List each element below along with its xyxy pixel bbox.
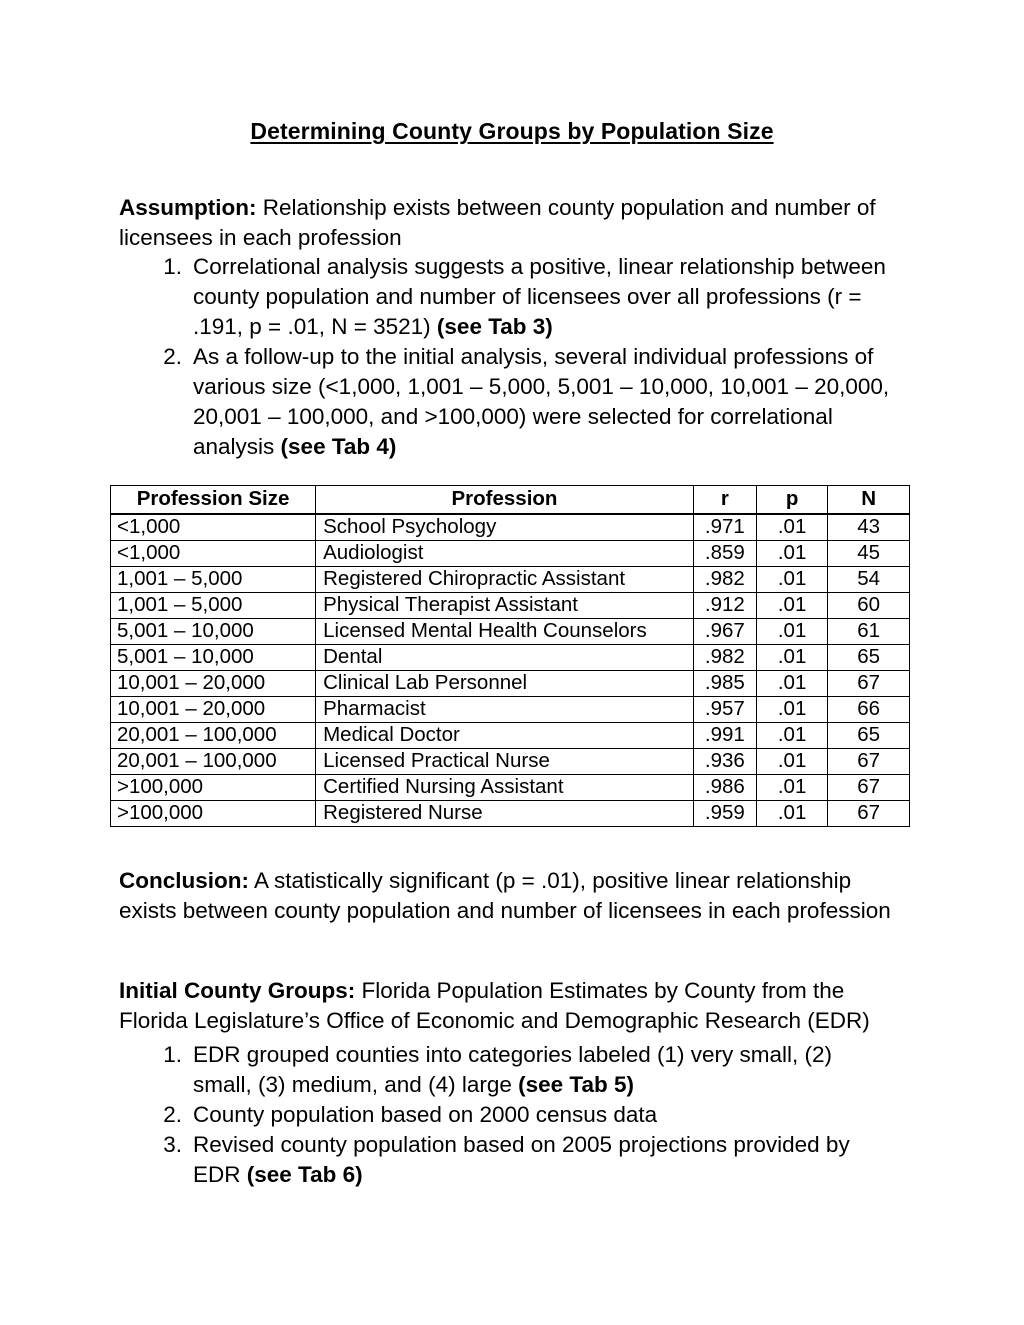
list-item-emphasis: (see Tab 4) <box>280 434 397 459</box>
cell-profession: Pharmacist <box>316 697 694 723</box>
table-row <box>111 671 910 697</box>
cell-p: .01 <box>756 671 827 697</box>
table-body <box>111 514 910 827</box>
cell-n: 67 <box>828 749 910 775</box>
initial-county-groups-label: Initial County Groups: <box>119 977 356 1003</box>
list-item-emphasis: (see Tab 3) <box>436 314 553 339</box>
list-item <box>152 1100 892 1130</box>
list-item-number: 2. <box>163 344 182 369</box>
cell-n: 45 <box>828 541 910 567</box>
column-header-profession-size: Profession Size <box>111 486 316 515</box>
cell-p: .01 <box>756 801 827 827</box>
cell-p: .01 <box>756 723 827 749</box>
cell-profession-size: >100,000 <box>111 775 316 801</box>
edr-list <box>152 1040 892 1190</box>
cell-profession: Physical Therapist Assistant <box>316 593 694 619</box>
list-item-text <box>193 342 912 462</box>
cell-r: .982 <box>693 645 756 671</box>
table-row <box>111 775 910 801</box>
cell-r: .971 <box>693 514 756 541</box>
column-header-p: p <box>756 486 827 515</box>
cell-profession-size: >100,000 <box>111 801 316 827</box>
cell-r: .936 <box>693 749 756 775</box>
cell-r: .959 <box>693 801 756 827</box>
list-item-emphasis: (see Tab 5) <box>518 1072 634 1097</box>
table-row <box>111 749 910 775</box>
cell-n: 65 <box>828 645 910 671</box>
table-row <box>111 593 910 619</box>
profession-correlation-table <box>110 485 910 827</box>
list-item-text <box>193 252 912 342</box>
list-item-number: 1. <box>163 254 182 279</box>
list-item <box>152 1040 892 1100</box>
cell-profession: Registered Nurse <box>316 801 694 827</box>
cell-p: .01 <box>756 645 827 671</box>
cell-n: 54 <box>828 567 910 593</box>
cell-p: .01 <box>756 593 827 619</box>
cell-profession: Audiologist <box>316 541 694 567</box>
cell-r: .991 <box>693 723 756 749</box>
page-title <box>0 118 1024 145</box>
cell-profession-size: 1,001 – 5,000 <box>111 593 316 619</box>
table-row <box>111 697 910 723</box>
cell-n: 67 <box>828 671 910 697</box>
column-header-n: N <box>828 486 910 515</box>
initial-county-groups-paragraph <box>119 976 891 1036</box>
cell-n: 67 <box>828 801 910 827</box>
cell-p: .01 <box>756 567 827 593</box>
cell-n: 66 <box>828 697 910 723</box>
cell-r: .986 <box>693 775 756 801</box>
cell-n: 43 <box>828 514 910 541</box>
cell-profession: Dental <box>316 645 694 671</box>
assumption-paragraph <box>119 193 891 253</box>
cell-profession: Licensed Practical Nurse <box>316 749 694 775</box>
initial-county-groups-text: Florida Population Estimates by County from the Florida Legislature’s Office of Economic and Demographic Research (EDR) <box>119 977 870 1033</box>
cell-n: 60 <box>828 593 910 619</box>
cell-profession: Clinical Lab Personnel <box>316 671 694 697</box>
list-item <box>152 252 912 342</box>
cell-profession-size: 10,001 – 20,000 <box>111 697 316 723</box>
table-row <box>111 645 910 671</box>
page-title-text: Determining County Groups by Population Size <box>250 118 774 144</box>
cell-n: 67 <box>828 775 910 801</box>
list-item-text <box>193 1100 892 1130</box>
cell-profession-size: 5,001 – 10,000 <box>111 619 316 645</box>
assumption-text: Relationship exists between county population and number of licensees in each profession <box>119 194 876 250</box>
cell-r: .912 <box>693 593 756 619</box>
list-item <box>152 342 912 462</box>
table-header-row <box>111 486 910 515</box>
cell-p: .01 <box>756 619 827 645</box>
list-item-body: EDR grouped counties into categories labeled (1) very small, (2) small, (3) medium, and (4) large <box>193 1042 833 1097</box>
cell-profession-size: 20,001 – 100,000 <box>111 723 316 749</box>
cell-r: .985 <box>693 671 756 697</box>
list-item-body: As a follow-up to the initial analysis, several individual professions of various size (<1,000, 1,001 – 5,000, 5,001 – 10,000, 10,001 – 20,000, 20,001 – 100,000, and >100,000) were selected for correlational analysis <box>193 344 890 459</box>
cell-profession: Licensed Mental Health Counselors <box>316 619 694 645</box>
cell-p: .01 <box>756 749 827 775</box>
column-header-r: r <box>693 486 756 515</box>
list-item-number: 2. <box>163 1102 182 1127</box>
conclusion-label: Conclusion: <box>119 867 249 893</box>
column-header-profession: Profession <box>316 486 694 515</box>
cell-n: 61 <box>828 619 910 645</box>
assumption-label: Assumption: <box>119 194 257 220</box>
cell-p: .01 <box>756 775 827 801</box>
conclusion-paragraph <box>119 866 891 926</box>
cell-profession-size: <1,000 <box>111 541 316 567</box>
table-header <box>111 486 910 515</box>
cell-r: .957 <box>693 697 756 723</box>
table-row <box>111 514 910 541</box>
table-row <box>111 801 910 827</box>
list-item-body: Correlational analysis suggests a positive, linear relationship between county population and number of licensees over all professions (r = .191, p = .01, N = 3521) <box>193 254 886 339</box>
cell-r: .967 <box>693 619 756 645</box>
list-item-emphasis: (see Tab 6) <box>246 1162 363 1187</box>
table-row <box>111 567 910 593</box>
cell-n: 65 <box>828 723 910 749</box>
cell-profession: Registered Chiropractic Assistant <box>316 567 694 593</box>
list-item-text <box>193 1040 892 1100</box>
list-item-text <box>193 1130 892 1190</box>
cell-r: .859 <box>693 541 756 567</box>
list-item-number: 3. <box>163 1132 182 1157</box>
table-row <box>111 541 910 567</box>
cell-profession: Medical Doctor <box>316 723 694 749</box>
cell-p: .01 <box>756 541 827 567</box>
cell-profession-size: 10,001 – 20,000 <box>111 671 316 697</box>
analysis-list <box>152 252 912 462</box>
list-item-body: County population based on 2000 census data <box>193 1102 658 1127</box>
cell-profession: School Psychology <box>316 514 694 541</box>
table-row <box>111 723 910 749</box>
cell-profession-size: <1,000 <box>111 514 316 541</box>
cell-profession-size: 1,001 – 5,000 <box>111 567 316 593</box>
list-item <box>152 1130 892 1190</box>
cell-r: .982 <box>693 567 756 593</box>
list-item-body: Revised county population based on 2005 projections provided by EDR <box>193 1132 850 1187</box>
cell-p: .01 <box>756 514 827 541</box>
list-item-number: 1. <box>163 1042 182 1067</box>
table-row <box>111 619 910 645</box>
cell-profession-size: 5,001 – 10,000 <box>111 645 316 671</box>
cell-profession: Certified Nursing Assistant <box>316 775 694 801</box>
cell-p: .01 <box>756 697 827 723</box>
cell-profession-size: 20,001 – 100,000 <box>111 749 316 775</box>
conclusion-text: A statistically significant (p = .01), positive linear relationship exists between county population and number of licensees in each profession <box>119 867 891 923</box>
